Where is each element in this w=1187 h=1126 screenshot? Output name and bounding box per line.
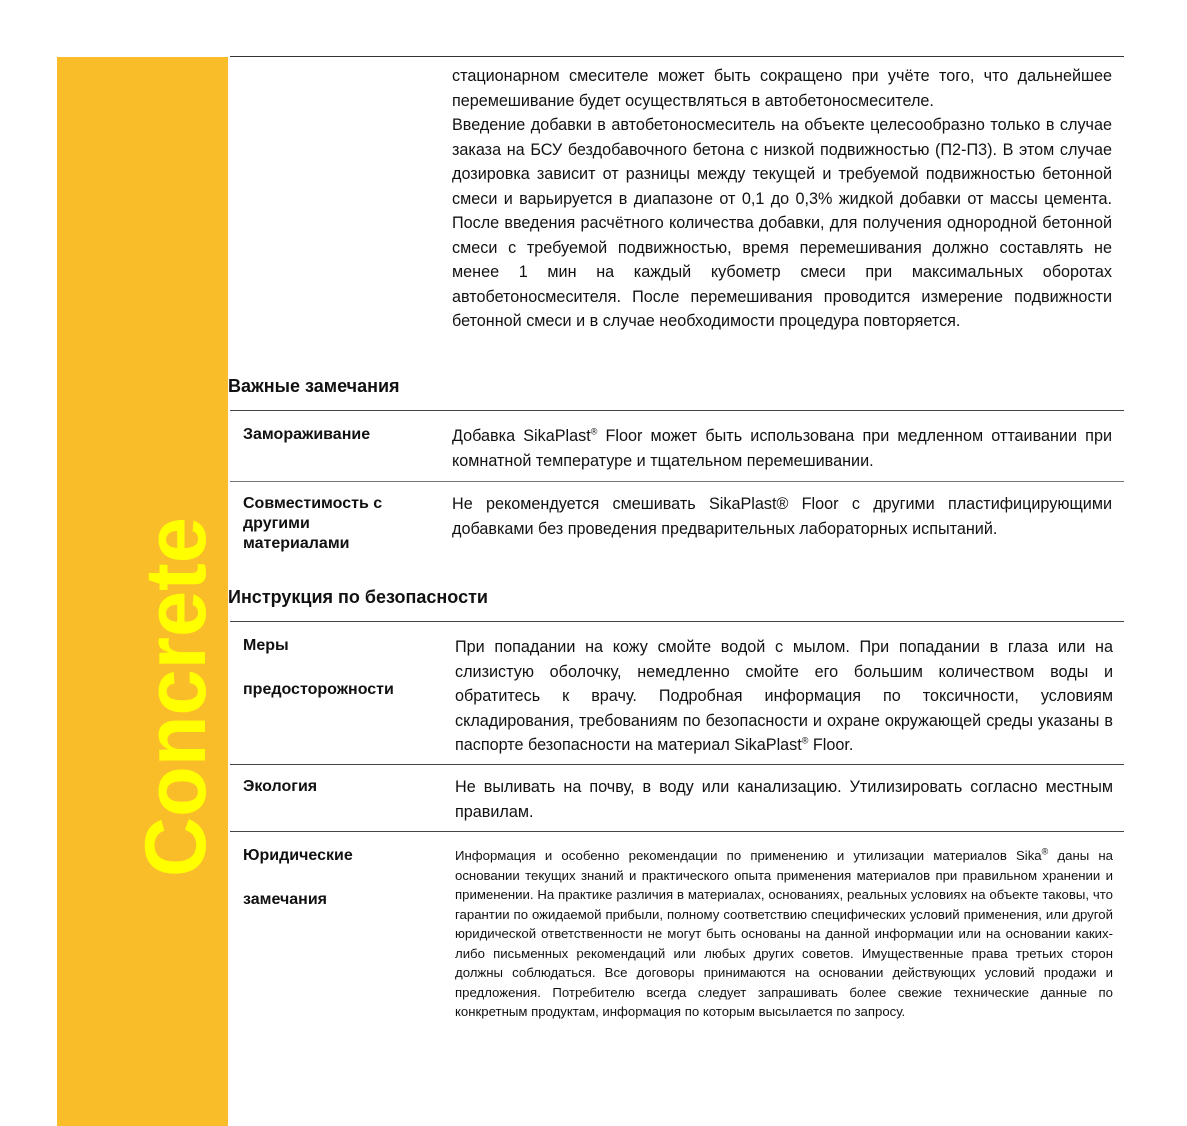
intro-paragraph-2: Введение добавки в автобетоносмеситель на объекте целесообразно только в случае заказа на БСУ бездобавочного бетона с низкой подвижностью (П2-П3). В этом случае дозировка зависит от разницы между текущей и требуемой подвижностью бетонной смеси и варьируется в диапазоне от 0,1 до 0,3% жидкой добавки от массы цемента. После введения расчётного количества добавки, для получения однородной бетонной смеси с требуемой подвижностью, время перемешивания должно составлять не менее 1 мин на каждый кубометр смеси при максимальных оборотах автобетоносмесителя. После перемешивания проводится измерение подвижности бетонной смеси и в случае необходимости процедура повторяется. bbox=[452, 116, 1112, 330]
ecology-divider bbox=[230, 831, 1124, 832]
legal-label-line-2: замечания bbox=[243, 891, 327, 908]
precautions-label-line-2: предосторожности bbox=[243, 681, 394, 698]
freezing-divider bbox=[230, 481, 1124, 482]
precautions-text: При попадании на кожу смойте водой с мылом. При попадании в глаза или на слизистую оболочку, немедленно смойте его большим количеством воды и обратитесь к врачу. Подробная информация по токсичности, условиям складирования, требованиям по безопасности и охране окружающей среды указаны в паспорте безопасности на материал SikaPlast® Floor. bbox=[455, 638, 1113, 754]
sidebar-word bbox=[57, 57, 228, 1126]
legal-label-line-1: Юридические bbox=[243, 847, 353, 864]
safety-title: Инструкция по безопасности bbox=[228, 587, 488, 607]
precautions-divider bbox=[230, 764, 1124, 765]
sidebar-word-text: Concrete bbox=[128, 504, 224, 877]
legal-text: Информация и особенно рекомендации по применению и утилизации материалов Sika® даны на основании текущих знаний и практического опыта применения материалов при правильном хранении и применении. На практике различия в материалах, основаниях, реальных условиях на объекте таковы, что гарантии по ожидаемой прибыли, полному соответствию специфических условий применения, или другой юридической ответственности не могут быть основаны на данной информации или на основании каких-либо письменных рекомендаций или любых других советов. Имущественные права третьих сторон должны соблюдаться. Все договоры принимаются на основании действующих условий продажи и предложения. Потребителю всегда следует запрашивать более свежие технические данные по конкретным продуктам, информация по которым высылается по запросу. bbox=[455, 846, 1113, 1019]
compatibility-text: Не рекомендуется смешивать SikaPlast® Floor с другими пластифицирующими добавками без проведения предварительных лабораторных испытаний. bbox=[452, 495, 1112, 538]
ecology-text: Не выливать на почву, в воду или канализацию. Утилизировать согласно местным правилам. bbox=[455, 778, 1113, 821]
freezing-text: Добавка SikaPlast® Floor может быть использована при медленном оттаивании при комнатной температуре и тщательном перемешивании. bbox=[452, 426, 1112, 470]
top-rule bbox=[230, 56, 1124, 57]
freezing-label: Замораживание bbox=[243, 426, 371, 443]
notes-rule bbox=[230, 410, 1124, 411]
sidebar-band bbox=[57, 57, 228, 1126]
intro-paragraph-1: стационарном смесителе может быть сокращено при учёте того, что дальнейшее перемешивание будет осуществляться в автобетоносмесителе. bbox=[452, 67, 1112, 110]
notes-title: Важные замечания bbox=[228, 376, 400, 396]
ecology-label: Экология bbox=[243, 778, 318, 795]
compatibility-label: Совместимость с другими материалами bbox=[243, 495, 383, 552]
safety-rule bbox=[230, 621, 1124, 622]
precautions-label-line-1: Меры bbox=[243, 637, 289, 654]
